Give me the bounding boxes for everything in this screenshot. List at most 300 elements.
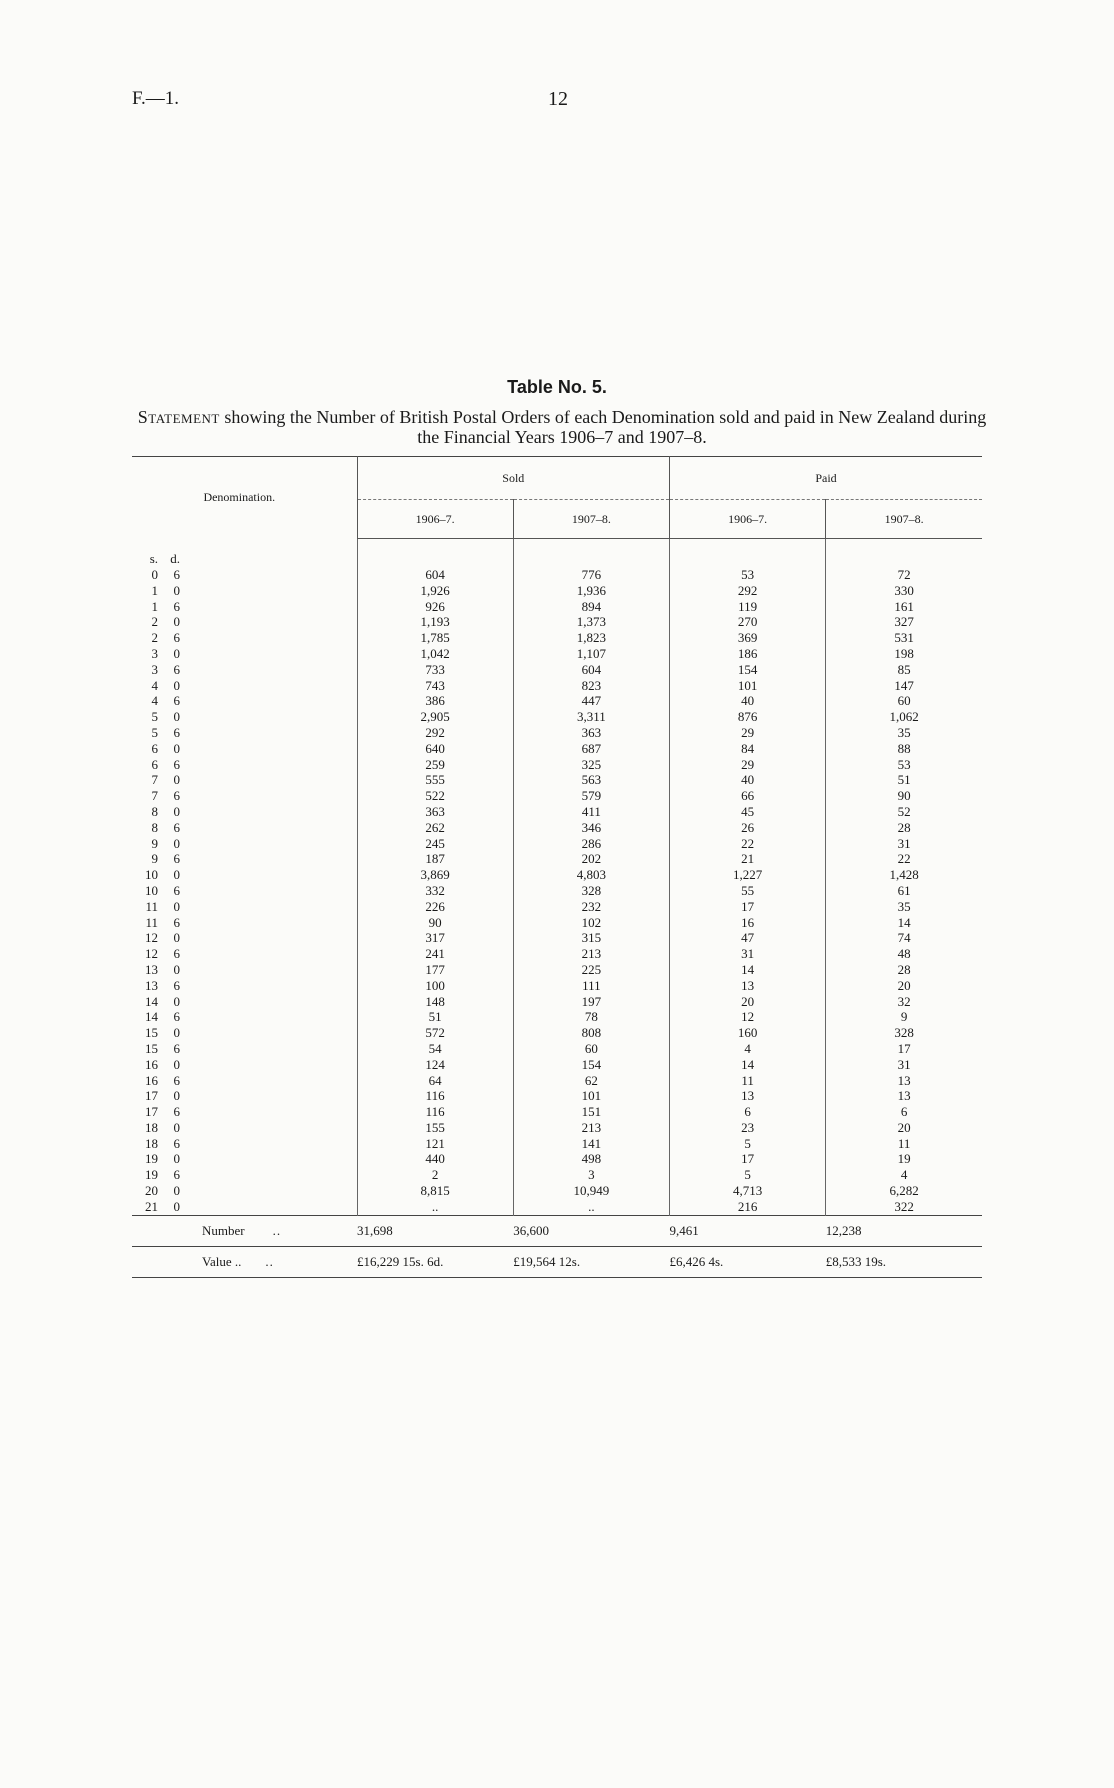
denomination-pence: 0 bbox=[173, 709, 180, 725]
sold-1907-cell: 823 bbox=[513, 678, 669, 694]
denomination-shillings: 16 bbox=[145, 1072, 158, 1088]
sold-1906-cell: 259 bbox=[357, 757, 513, 773]
paid-1907-cell: 322 bbox=[894, 1198, 914, 1214]
table-row bbox=[132, 1073, 982, 1089]
sold-1906-cell: 555 bbox=[357, 772, 513, 788]
denomination-pence: 0 bbox=[173, 867, 180, 883]
table-row bbox=[132, 614, 982, 630]
denomination-pence: 6 bbox=[173, 1040, 180, 1056]
paid-1906-cell: 5 bbox=[670, 1136, 826, 1152]
denomination-pence: 6 bbox=[173, 819, 180, 835]
table-row bbox=[132, 1183, 982, 1199]
paid-1906-cell: 17 bbox=[670, 1151, 826, 1167]
denomination-pence: 6 bbox=[173, 693, 180, 709]
header-sold: Sold bbox=[357, 457, 669, 500]
sold-1907-cell: 154 bbox=[513, 1057, 669, 1073]
denomination-pence: 0 bbox=[173, 1198, 180, 1214]
denomination-cell bbox=[132, 788, 357, 804]
denomination-cell bbox=[132, 978, 357, 994]
denomination-shillings: 21 bbox=[145, 1198, 158, 1214]
paid-1906-cell: 119 bbox=[670, 599, 826, 615]
paid-1907-cell: 11 bbox=[897, 1135, 911, 1151]
caption-text: showing the Number of British Postal Orders of each Denomination sold and paid in New Zealand during the Financial Years 1906–7 and 1907–8. bbox=[219, 407, 987, 447]
denomination-shillings: 19 bbox=[145, 1151, 158, 1167]
denomination-pence: 0 bbox=[173, 1183, 180, 1199]
denomination-shillings: 13 bbox=[145, 977, 158, 993]
table-row bbox=[132, 851, 982, 867]
denomination-shillings: 4 bbox=[151, 677, 158, 693]
sold-1907-cell: 894 bbox=[513, 599, 669, 615]
denomination-pence: 6 bbox=[173, 756, 180, 772]
paid-1906-cell: 4,713 bbox=[670, 1183, 826, 1199]
paid-1906-cell: 369 bbox=[670, 630, 826, 646]
totals-value-label: Value .. bbox=[202, 1253, 242, 1269]
denomination-cell bbox=[132, 1073, 357, 1089]
denomination-pence: 0 bbox=[173, 961, 180, 977]
denomination-cell bbox=[132, 1025, 357, 1041]
paid-1906-cell: 29 bbox=[670, 757, 826, 773]
paid-1907-cell: 28 bbox=[897, 961, 911, 977]
denomination-shillings: 3 bbox=[151, 661, 158, 677]
denomination-cell bbox=[132, 757, 357, 773]
denomination-shillings: 8 bbox=[151, 819, 158, 835]
sold-1906-cell: 262 bbox=[357, 820, 513, 836]
paid-1906-cell: 29 bbox=[670, 725, 826, 741]
sold-1907-cell: 62 bbox=[513, 1073, 669, 1089]
table-row bbox=[132, 630, 982, 646]
table-row bbox=[132, 836, 982, 852]
denomination-pence: 6 bbox=[173, 1072, 180, 1088]
sold-1907-cell: 328 bbox=[513, 883, 669, 899]
denomination-pence: 0 bbox=[173, 1025, 180, 1041]
paid-1906-cell: 186 bbox=[670, 646, 826, 662]
denomination-cell bbox=[132, 741, 357, 757]
sold-1906-cell: 640 bbox=[357, 741, 513, 757]
sold-1907-cell: 346 bbox=[513, 820, 669, 836]
table-row bbox=[132, 725, 982, 741]
sold-1906-cell: 332 bbox=[357, 883, 513, 899]
sold-1906-cell: 54 bbox=[357, 1041, 513, 1057]
totals-number-label-cell bbox=[132, 1215, 357, 1246]
totals-value-paid-1906: £6,426 4s. bbox=[670, 1246, 826, 1277]
paid-1906-cell: 22 bbox=[670, 836, 826, 852]
sold-1906-cell: 90 bbox=[357, 915, 513, 931]
totals-number-leader: .. bbox=[272, 1222, 282, 1238]
paid-1906-cell: 876 bbox=[670, 709, 826, 725]
table-row bbox=[132, 930, 982, 946]
denomination-shillings: 5 bbox=[151, 724, 158, 740]
table-row bbox=[132, 678, 982, 694]
paid-1907-cell: 52 bbox=[897, 803, 911, 819]
paid-1906-cell: 270 bbox=[670, 614, 826, 630]
denomination-pence: 6 bbox=[173, 1104, 180, 1120]
sold-1907-cell: 10,949 bbox=[513, 1183, 669, 1199]
sold-1906-cell: 51 bbox=[357, 1009, 513, 1025]
sold-1906-cell: 226 bbox=[357, 899, 513, 915]
paid-1907-cell: 31 bbox=[897, 1056, 911, 1072]
denomination-pence: 6 bbox=[173, 567, 180, 582]
denomination-shillings: 15 bbox=[145, 1025, 158, 1041]
paid-1907-cell: 328 bbox=[894, 1025, 914, 1041]
sold-1906-cell: 116 bbox=[357, 1104, 513, 1120]
header-denomination: Denomination. bbox=[132, 457, 357, 539]
sold-1907-cell: 808 bbox=[513, 1025, 669, 1041]
paid-1907-cell: 20 bbox=[897, 1119, 911, 1135]
table-row bbox=[132, 820, 982, 836]
denomination-pence: 6 bbox=[173, 661, 180, 677]
denomination-shillings: 7 bbox=[151, 788, 158, 804]
table-row bbox=[132, 1025, 982, 1041]
paid-1906-cell: 11 bbox=[670, 1073, 826, 1089]
paid-1906-cell: 31 bbox=[670, 946, 826, 962]
table-row bbox=[132, 1120, 982, 1136]
totals-number-row bbox=[132, 1215, 982, 1246]
denomination-cell bbox=[132, 1041, 357, 1057]
paid-1907-cell: 48 bbox=[897, 946, 911, 962]
paid-1906-cell: 14 bbox=[670, 962, 826, 978]
denomination-pence: 6 bbox=[173, 946, 180, 962]
table-row bbox=[132, 599, 982, 615]
denomination-cell bbox=[132, 725, 357, 741]
totals-number-sold-1907: 36,600 bbox=[513, 1215, 669, 1246]
sold-1907-cell: 60 bbox=[513, 1041, 669, 1057]
table-row bbox=[132, 978, 982, 994]
sold-1906-cell: 8,815 bbox=[357, 1183, 513, 1199]
paid-1907-cell: 53 bbox=[897, 756, 911, 772]
denomination-cell bbox=[132, 678, 357, 694]
table-row bbox=[132, 1104, 982, 1120]
denomination-pence: 0 bbox=[173, 677, 180, 693]
paid-1906-cell: 13 bbox=[670, 1088, 826, 1104]
page-reference: F.—1. bbox=[132, 88, 180, 109]
sold-1906-cell: 155 bbox=[357, 1120, 513, 1136]
paid-1906-cell: 5 bbox=[670, 1167, 826, 1183]
denomination-shillings: 1 bbox=[151, 598, 158, 614]
paid-1906-cell: 84 bbox=[670, 741, 826, 757]
sold-1906-cell: 2 bbox=[357, 1167, 513, 1183]
paid-1907-cell: 60 bbox=[897, 693, 911, 709]
denomination-pence: 6 bbox=[173, 882, 180, 898]
table-row bbox=[132, 915, 982, 931]
paid-1906-cell: 13 bbox=[670, 978, 826, 994]
paid-1906-cell: 45 bbox=[670, 804, 826, 820]
sold-1906-cell: 241 bbox=[357, 946, 513, 962]
paid-1906-cell: 40 bbox=[670, 772, 826, 788]
denomination-shillings: 10 bbox=[145, 882, 158, 898]
table-row bbox=[132, 883, 982, 899]
sold-1907-cell: 151 bbox=[513, 1104, 669, 1120]
denomination-pence: 6 bbox=[173, 851, 180, 867]
denomination-pence: 6 bbox=[173, 914, 180, 930]
sold-1907-cell: 579 bbox=[513, 788, 669, 804]
paid-1907-cell: 90 bbox=[897, 788, 911, 804]
denomination-pence: 0 bbox=[173, 993, 180, 1009]
denomination-pence: 0 bbox=[173, 614, 180, 630]
denomination-cell bbox=[132, 772, 357, 788]
denomination-cell bbox=[132, 804, 357, 820]
table-row bbox=[132, 1057, 982, 1073]
sold-1906-cell: 1,785 bbox=[357, 630, 513, 646]
paid-1907-cell: 4 bbox=[900, 1167, 908, 1183]
denomination-pence: 0 bbox=[173, 1151, 180, 1167]
totals-value-leader: .. bbox=[265, 1253, 274, 1269]
paid-1907-cell: 74 bbox=[897, 930, 911, 946]
paid-1907-cell: 13 bbox=[897, 1072, 911, 1088]
sold-1907-cell: 225 bbox=[513, 962, 669, 978]
table-row bbox=[132, 741, 982, 757]
denomination-pence: 6 bbox=[173, 1009, 180, 1025]
paid-1906-cell: 154 bbox=[670, 662, 826, 678]
table-row bbox=[132, 1199, 982, 1215]
denomination-shillings: 15 bbox=[145, 1040, 158, 1056]
sold-1906-cell: 317 bbox=[357, 930, 513, 946]
table-row bbox=[132, 693, 982, 709]
denomination-pence: 6 bbox=[173, 977, 180, 993]
paid-1906-cell: 20 bbox=[670, 994, 826, 1010]
table-row bbox=[132, 567, 982, 583]
table-row bbox=[132, 804, 982, 820]
paid-1907-cell: 35 bbox=[897, 898, 911, 914]
sold-1906-cell: 148 bbox=[357, 994, 513, 1010]
denomination-cell bbox=[132, 1104, 357, 1120]
paid-1906-cell: 17 bbox=[670, 899, 826, 915]
denomination-cell bbox=[132, 1009, 357, 1025]
paid-1906-cell: 40 bbox=[670, 693, 826, 709]
denomination-cell bbox=[132, 836, 357, 852]
denomination-pence: 6 bbox=[173, 724, 180, 740]
denomination-cell bbox=[132, 994, 357, 1010]
denomination-cell bbox=[132, 1057, 357, 1073]
denomination-cell bbox=[132, 709, 357, 725]
totals-value-sold-1906: £16,229 15s. 6d. bbox=[357, 1246, 513, 1277]
denomination-shillings: 14 bbox=[145, 1009, 158, 1025]
units-row bbox=[132, 539, 982, 568]
denomination-pence: 0 bbox=[173, 1056, 180, 1072]
table-row bbox=[132, 1167, 982, 1183]
sold-1906-cell: 187 bbox=[357, 851, 513, 867]
table-row bbox=[132, 946, 982, 962]
sold-1907-cell: 141 bbox=[513, 1136, 669, 1152]
table-row bbox=[132, 1136, 982, 1152]
totals-number-label: Number bbox=[202, 1222, 245, 1238]
denomination-pence: 0 bbox=[173, 1088, 180, 1104]
denomination-pence: 0 bbox=[173, 740, 180, 756]
table-row bbox=[132, 1041, 982, 1057]
denomination-cell bbox=[132, 899, 357, 915]
sold-1907-cell: 3 bbox=[513, 1167, 669, 1183]
denomination-pence: 6 bbox=[173, 1167, 180, 1183]
paid-1906-cell: 6 bbox=[670, 1104, 826, 1120]
denomination-shillings: 12 bbox=[145, 930, 158, 946]
sold-1907-cell: 776 bbox=[513, 567, 669, 583]
header-paid-1906: 1906–7. bbox=[670, 500, 826, 539]
sold-1907-cell: 363 bbox=[513, 725, 669, 741]
postal-orders-table-container bbox=[132, 456, 982, 1278]
denomination-cell bbox=[132, 599, 357, 615]
paid-1906-cell: 47 bbox=[670, 930, 826, 946]
paid-1907-cell: 31 bbox=[897, 835, 911, 851]
denomination-pence: 0 bbox=[173, 898, 180, 914]
table-row bbox=[132, 962, 982, 978]
paid-1907-cell: 61 bbox=[897, 882, 911, 898]
denomination-cell bbox=[132, 662, 357, 678]
denomination-shillings: 9 bbox=[151, 835, 158, 851]
table-row bbox=[132, 788, 982, 804]
paid-1906-cell: 1,227 bbox=[670, 867, 826, 883]
denomination-pence: 0 bbox=[173, 582, 180, 598]
page-number: 12 bbox=[548, 88, 568, 110]
paid-1907-cell: 88 bbox=[897, 740, 911, 756]
sold-1906-cell: 1,926 bbox=[357, 583, 513, 599]
paid-1906-cell: 55 bbox=[670, 883, 826, 899]
paid-1907-cell: 327 bbox=[894, 614, 914, 630]
denomination-shillings: 17 bbox=[145, 1088, 158, 1104]
sold-1906-cell: 292 bbox=[357, 725, 513, 741]
paid-1906-cell: 53 bbox=[670, 567, 826, 583]
unit-shillings: s. bbox=[149, 550, 158, 566]
header-sold-1906: 1906–7. bbox=[357, 500, 513, 539]
denomination-pence: 6 bbox=[173, 598, 180, 614]
sold-1906-cell: 121 bbox=[357, 1136, 513, 1152]
denomination-cell bbox=[132, 614, 357, 630]
paid-1907-cell: 72 bbox=[897, 567, 911, 582]
table-row bbox=[132, 1088, 982, 1104]
table-row bbox=[132, 772, 982, 788]
paid-1907-cell: 330 bbox=[894, 582, 914, 598]
denomination-shillings: 11 bbox=[145, 898, 158, 914]
paid-1906-cell: 66 bbox=[670, 788, 826, 804]
table-row bbox=[132, 867, 982, 883]
denomination-shillings: 12 bbox=[145, 946, 158, 962]
paid-1906-cell: 12 bbox=[670, 1009, 826, 1025]
paid-1906-cell: 101 bbox=[670, 678, 826, 694]
table-row bbox=[132, 994, 982, 1010]
denomination-shillings: 20 bbox=[145, 1183, 158, 1199]
sold-1907-cell: 315 bbox=[513, 930, 669, 946]
denomination-cell bbox=[132, 915, 357, 931]
denomination-shillings: 17 bbox=[145, 1104, 158, 1120]
paid-1907-cell: 9 bbox=[900, 1009, 908, 1025]
denomination-shillings: 0 bbox=[151, 567, 158, 582]
denomination-cell bbox=[132, 567, 357, 583]
denomination-shillings: 16 bbox=[145, 1056, 158, 1072]
paid-1906-cell: 23 bbox=[670, 1120, 826, 1136]
denomination-cell bbox=[132, 1136, 357, 1152]
table-body bbox=[132, 539, 982, 1216]
sold-1907-cell: 78 bbox=[513, 1009, 669, 1025]
paid-1907-cell: 51 bbox=[897, 772, 911, 788]
denomination-cell bbox=[132, 962, 357, 978]
denomination-cell bbox=[132, 630, 357, 646]
denomination-pence: 6 bbox=[173, 788, 180, 804]
sold-1906-cell: 572 bbox=[357, 1025, 513, 1041]
paid-1907-cell: 13 bbox=[897, 1088, 911, 1104]
sold-1907-cell: 286 bbox=[513, 836, 669, 852]
denomination-shillings: 2 bbox=[151, 614, 158, 630]
units-cell bbox=[132, 539, 357, 568]
sold-1907-cell: 1,107 bbox=[513, 646, 669, 662]
sold-1907-cell: 563 bbox=[513, 772, 669, 788]
paid-1907-cell: 531 bbox=[894, 630, 914, 646]
sold-1907-cell: 111 bbox=[513, 978, 669, 994]
paid-1906-cell: 160 bbox=[670, 1025, 826, 1041]
table-row bbox=[132, 1009, 982, 1025]
sold-1906-cell: .. bbox=[357, 1199, 513, 1215]
paid-1907-cell: 85 bbox=[897, 661, 911, 677]
denomination-shillings: 11 bbox=[145, 914, 158, 930]
paid-1907-cell: 14 bbox=[897, 914, 911, 930]
denomination-cell bbox=[132, 946, 357, 962]
table-row bbox=[132, 757, 982, 773]
denomination-cell bbox=[132, 1199, 357, 1215]
postal-orders-table bbox=[132, 456, 982, 1278]
sold-1906-cell: 2,905 bbox=[357, 709, 513, 725]
denomination-cell bbox=[132, 1088, 357, 1104]
denomination-shillings: 1 bbox=[151, 582, 158, 598]
sold-1907-cell: 197 bbox=[513, 994, 669, 1010]
sold-1907-cell: .. bbox=[513, 1199, 669, 1215]
paid-1907-cell: 35 bbox=[897, 724, 911, 740]
sold-1906-cell: 440 bbox=[357, 1151, 513, 1167]
sold-1906-cell: 1,042 bbox=[357, 646, 513, 662]
denomination-pence: 0 bbox=[173, 645, 180, 661]
sold-1907-cell: 604 bbox=[513, 662, 669, 678]
sold-1907-cell: 213 bbox=[513, 1120, 669, 1136]
paid-1906-cell: 4 bbox=[670, 1041, 826, 1057]
denomination-cell bbox=[132, 1120, 357, 1136]
denomination-cell bbox=[132, 820, 357, 836]
table-row bbox=[132, 646, 982, 662]
sold-1907-cell: 1,373 bbox=[513, 614, 669, 630]
paid-1907-cell: 6 bbox=[900, 1104, 908, 1120]
denomination-shillings: 8 bbox=[151, 803, 158, 819]
sold-1906-cell: 245 bbox=[357, 836, 513, 852]
sold-1907-cell: 102 bbox=[513, 915, 669, 931]
denomination-pence: 0 bbox=[173, 835, 180, 851]
denomination-shillings: 6 bbox=[151, 740, 158, 756]
denomination-pence: 6 bbox=[173, 1135, 180, 1151]
paid-1906-cell: 292 bbox=[670, 583, 826, 599]
sold-1906-cell: 1,193 bbox=[357, 614, 513, 630]
sold-1906-cell: 124 bbox=[357, 1057, 513, 1073]
table-row bbox=[132, 662, 982, 678]
sold-1906-cell: 522 bbox=[357, 788, 513, 804]
sold-1907-cell: 213 bbox=[513, 946, 669, 962]
denomination-shillings: 18 bbox=[145, 1135, 158, 1151]
denomination-cell bbox=[132, 930, 357, 946]
sold-1907-cell: 4,803 bbox=[513, 867, 669, 883]
table-row bbox=[132, 899, 982, 915]
denomination-shillings: 7 bbox=[151, 772, 158, 788]
denomination-cell bbox=[132, 1183, 357, 1199]
denomination-cell bbox=[132, 1167, 357, 1183]
denomination-shillings: 2 bbox=[151, 630, 158, 646]
sold-1906-cell: 100 bbox=[357, 978, 513, 994]
denomination-pence: 0 bbox=[173, 803, 180, 819]
denomination-pence: 0 bbox=[173, 930, 180, 946]
sold-1906-cell: 743 bbox=[357, 678, 513, 694]
totals-value-row bbox=[132, 1246, 982, 1277]
table-caption bbox=[132, 407, 992, 447]
paid-1906-cell: 16 bbox=[670, 915, 826, 931]
totals-number-paid-1906: 9,461 bbox=[670, 1215, 826, 1246]
sold-1907-cell: 202 bbox=[513, 851, 669, 867]
sold-1907-cell: 232 bbox=[513, 899, 669, 915]
totals-value-paid-1907: £8,533 19s. bbox=[826, 1246, 982, 1277]
paid-1907-cell: 6,282 bbox=[889, 1183, 919, 1199]
denomination-cell bbox=[132, 851, 357, 867]
header-paid: Paid bbox=[670, 457, 983, 500]
